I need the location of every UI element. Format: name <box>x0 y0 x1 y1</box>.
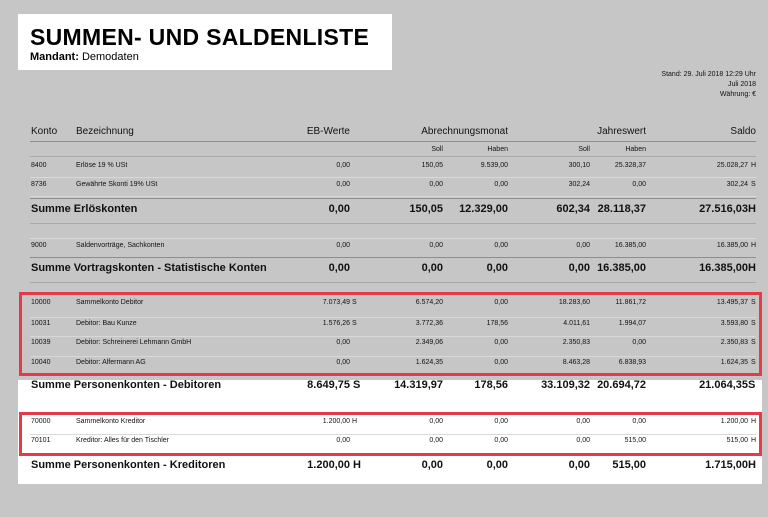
header-rule <box>30 141 756 142</box>
row-value-eb: 0,00 <box>336 339 350 346</box>
row-value-saldo: 515,00 <box>726 437 748 444</box>
sum-value-eb: 8.649,75 <box>307 379 350 391</box>
row-value-mh: 178,56 <box>486 320 508 327</box>
row-divider <box>30 196 756 197</box>
row-value-jh: 0,00 <box>632 418 646 425</box>
row-saldo-indicator: H <box>751 418 757 425</box>
sum-value-ms: 150,05 <box>409 203 443 215</box>
row-divider <box>30 238 756 239</box>
mandant-label: Mandant: <box>30 51 79 63</box>
row-konto: 70000 <box>31 418 51 425</box>
section-rule <box>30 282 756 283</box>
row-value-saldo: 3.593,80 <box>720 320 748 327</box>
col-header-bezeichnung: Bezeichnung <box>76 126 134 137</box>
col-header-abrechnungsmonat: Abrechnungsmonat <box>421 126 508 137</box>
row-value-jh: 1.994,07 <box>618 320 646 327</box>
row-value-eb: 0,00 <box>336 181 350 188</box>
row-value-mh: 0,00 <box>494 418 508 425</box>
report-period: Juli 2018 <box>727 81 756 88</box>
row-value-eb: 0,00 <box>336 359 350 366</box>
row-value-ms: 0,00 <box>429 437 443 444</box>
row-value-saldo: 13.495,37 <box>716 299 748 306</box>
sum-value-mh: 12.329,00 <box>459 203 508 215</box>
sum-label: Summe Personenkonten - Debitoren <box>31 379 222 391</box>
highlight-box-debitoren <box>19 292 762 376</box>
sum-saldo-indicator: S <box>748 379 756 391</box>
sum-value-jh: 28.118,37 <box>597 203 646 215</box>
row-konto: 70101 <box>31 437 51 444</box>
row-bezeichnung: Sammelkonto Kreditor <box>76 418 146 425</box>
sum-eb-indicator: H <box>353 459 361 471</box>
row-value-ms: 150,05 <box>421 162 443 169</box>
row-value-jh: 0,00 <box>632 181 646 188</box>
row-value-mh: 0,00 <box>494 359 508 366</box>
row-value-ms: 3.772,36 <box>415 320 443 327</box>
sum-value-eb: 0,00 <box>328 262 350 274</box>
row-konto: 8736 <box>31 181 47 188</box>
row-value-saldo: 16.385,00 <box>716 242 748 249</box>
row-bezeichnung: Erlöse 19 % USt <box>76 162 128 169</box>
row-value-mh: 0,00 <box>494 437 508 444</box>
row-value-js: 300,10 <box>568 162 590 169</box>
row-bezeichnung: Debitor: Bau Kunze <box>76 320 137 327</box>
row-value-ms: 0,00 <box>429 181 443 188</box>
col-header-konto: Konto <box>31 126 58 137</box>
row-bezeichnung: Sammelkonto Debitor <box>76 299 144 306</box>
row-konto: 10000 <box>31 299 51 306</box>
sum-value-jh: 515,00 <box>612 459 646 471</box>
row-bezeichnung: Debitor: Schreinerei Lehmann GmbH <box>76 339 192 346</box>
row-value-js: 8.463,28 <box>562 359 590 366</box>
row-saldo-indicator: H <box>751 242 757 249</box>
row-konto: 10040 <box>31 359 51 366</box>
row-value-ms: 0,00 <box>429 242 443 249</box>
sum-value-saldo: 27.516,03 <box>699 203 748 215</box>
row-konto: 8400 <box>31 162 47 169</box>
sum-value-mh: 178,56 <box>474 379 508 391</box>
sum-value-mh: 0,00 <box>486 262 508 274</box>
title-box <box>18 14 392 70</box>
highlight-box-kreditoren <box>19 412 762 456</box>
row-value-js: 2.350,83 <box>562 339 590 346</box>
sum-value-mh: 0,00 <box>486 459 508 471</box>
col-header-jahreswert: Jahreswert <box>597 126 646 137</box>
row-value-jh: 0,00 <box>632 339 646 346</box>
row-value-jh: 515,00 <box>624 437 646 444</box>
row-value-eb: 1.200,00 <box>322 418 350 425</box>
row-value-jh: 6.838,93 <box>618 359 646 366</box>
section-rule <box>30 198 756 199</box>
row-value-js: 0,00 <box>576 242 590 249</box>
report-meta <box>661 70 756 100</box>
sum-value-js: 0,00 <box>568 262 590 274</box>
row-konto: 9000 <box>31 242 47 249</box>
sum-label: Summe Vortragskonten - Statistische Konten <box>31 262 267 274</box>
row-saldo-indicator: H <box>751 162 757 169</box>
row-value-saldo: 2.350,83 <box>720 339 748 346</box>
sum-value-ms: 0,00 <box>421 262 443 274</box>
row-value-ms: 1.624,35 <box>415 359 443 366</box>
row-value-jh: 25.328,37 <box>614 162 646 169</box>
row-value-mh: 0,00 <box>494 339 508 346</box>
row-bezeichnung: Kreditor: Alles für den Tischler <box>76 437 169 444</box>
row-eb-indicator: S <box>352 299 357 306</box>
row-saldo-indicator: S <box>751 359 756 366</box>
row-saldo-indicator: S <box>751 299 756 306</box>
sum-value-saldo: 16.385,00 <box>699 262 748 274</box>
row-saldo-indicator: S <box>751 339 756 346</box>
report-currency: Währung: € <box>719 91 756 98</box>
sum-saldo-indicator: H <box>748 459 756 471</box>
col-header-eb-werte: EB-Werte <box>306 126 350 137</box>
sum-value-eb: 1.200,00 <box>307 459 350 471</box>
row-value-js: 4.011,61 <box>563 320 590 327</box>
row-value-saldo: 302,24 <box>726 181 748 188</box>
row-value-saldo: 1.200,00 <box>720 418 748 425</box>
row-value-jh: 11.861,72 <box>615 299 646 306</box>
row-value-js: 18.283,60 <box>558 299 590 306</box>
row-value-js: 0,00 <box>576 437 590 444</box>
sum-value-ms: 0,00 <box>421 459 443 471</box>
sum-value-js: 33.109,32 <box>541 379 590 391</box>
mandant-line <box>30 51 139 63</box>
row-eb-indicator: H <box>352 418 358 425</box>
row-value-eb: 1.576,26 <box>322 320 350 327</box>
col-sub-haben-monat: Haben <box>487 146 508 153</box>
row-bezeichnung: Debitor: Alfermann AG <box>76 359 146 366</box>
row-value-js: 302,24 <box>568 181 590 188</box>
row-value-eb: 0,00 <box>336 242 350 249</box>
sum-eb-indicator: S <box>353 379 361 391</box>
row-value-mh: 0,00 <box>494 242 508 249</box>
sum-saldo-indicator: H <box>748 262 756 274</box>
row-konto: 10031 <box>31 320 51 327</box>
row-value-eb: 7.073,49 <box>322 299 350 306</box>
col-sub-soll-jahr: Soll <box>578 146 590 153</box>
row-value-mh: 0,00 <box>494 299 508 306</box>
col-header-saldo: Saldo <box>730 126 756 137</box>
sum-value-jh: 20.694,72 <box>597 379 646 391</box>
col-sub-haben-jahr: Haben <box>625 146 646 153</box>
sum-label: Summe Personenkonten - Kreditoren <box>31 459 226 471</box>
row-saldo-indicator: S <box>751 181 756 188</box>
row-value-jh: 16.385,00 <box>614 242 646 249</box>
mandant-value: Demodaten <box>81 51 139 63</box>
row-bezeichnung: Saldenvorträge, Sachkonten <box>76 242 165 249</box>
section-rule <box>30 257 756 258</box>
row-eb-indicator: S <box>352 320 357 327</box>
sum-label: Summe Erlöskonten <box>31 203 138 215</box>
row-value-eb: 0,00 <box>336 162 350 169</box>
row-divider <box>30 177 756 178</box>
sum-value-js: 0,00 <box>568 459 590 471</box>
row-value-mh: 9.539,00 <box>480 162 508 169</box>
subheader-rule <box>30 156 756 157</box>
stand-date: Stand: 29. Juli 2018 12:29 Uhr <box>661 71 756 78</box>
row-value-eb: 0,00 <box>336 437 350 444</box>
sum-value-ms: 14.319,97 <box>394 379 443 391</box>
sum-value-js: 602,34 <box>556 203 590 215</box>
sum-value-saldo: 1.715,00 <box>705 459 748 471</box>
row-value-mh: 0,00 <box>494 181 508 188</box>
row-value-ms: 2.349,06 <box>415 339 443 346</box>
col-sub-soll-monat: Soll <box>431 146 443 153</box>
row-value-saldo: 25.028,27 <box>716 162 748 169</box>
row-saldo-indicator: H <box>751 437 757 444</box>
row-value-ms: 6.574,20 <box>415 299 443 306</box>
row-value-saldo: 1.624,35 <box>720 359 748 366</box>
sum-value-jh: 16.385,00 <box>597 262 646 274</box>
sum-saldo-indicator: H <box>748 203 756 215</box>
sum-value-eb: 0,00 <box>328 203 350 215</box>
row-saldo-indicator: S <box>751 320 756 327</box>
section-rule <box>30 223 756 224</box>
row-value-ms: 0,00 <box>429 418 443 425</box>
row-value-js: 0,00 <box>576 418 590 425</box>
sum-value-saldo: 21.064,35 <box>699 379 748 391</box>
row-bezeichnung: Gewährte Skonti 19% USt <box>76 181 158 188</box>
row-konto: 10039 <box>31 339 51 346</box>
report-title: SUMMEN- UND SALDENLISTE <box>30 24 370 50</box>
